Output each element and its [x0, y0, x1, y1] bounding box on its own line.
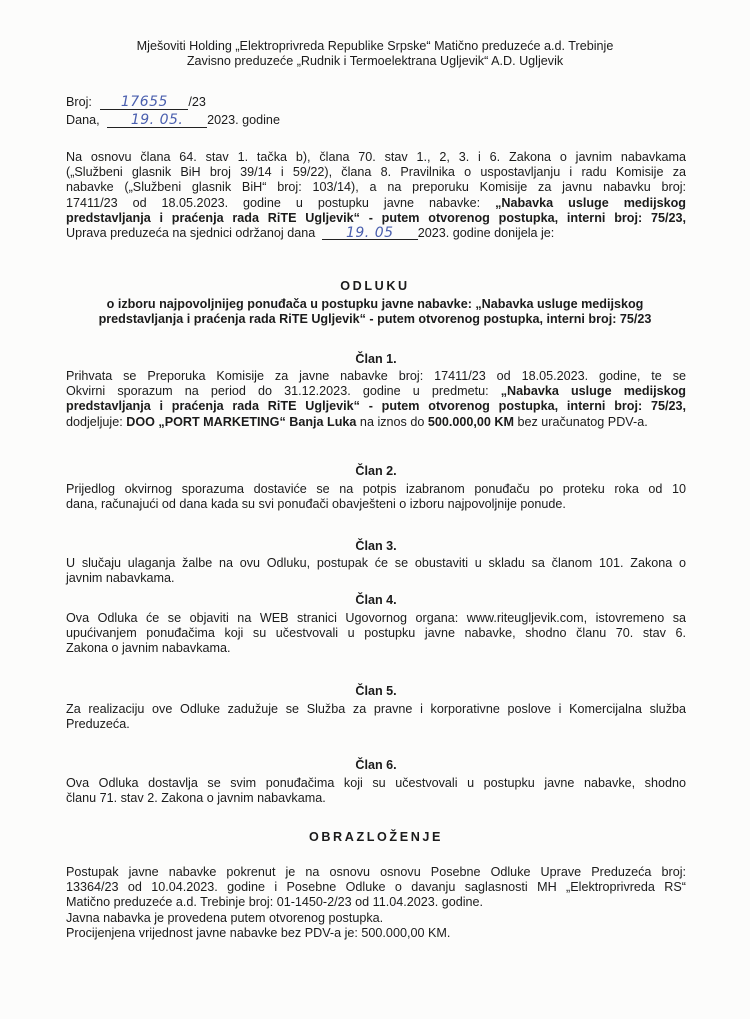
intro-line-6-suffix: 2023. godine donijela je:: [417, 225, 555, 240]
obrazlozenje-line-3: Matično preduzeće a.d. Trebinje broj: 01-1450-2/23 od 11.04.2023. godine.: [66, 895, 484, 910]
clan6-body: [66, 776, 686, 806]
dana-handwritten: 19. 05.: [130, 112, 184, 128]
header-line-1: Mješoviti Holding „Elektroprivreda Republike Srpske“ Matično preduzeće a.d. Trebinje: [136, 39, 614, 53]
clan1-line-3: [66, 399, 686, 414]
clan2-body: [66, 482, 686, 512]
intro-line-5-bold: predstavljanja i praćenja rada RiTE Ugljevik“ - putem otvorenog postupka, interni broj: 75/23,: [66, 210, 686, 225]
obrazlozenje-line-1: Postupak javne nabavke pokrenut je na osnovu osnovu Posebne Odluke Uprave Preduzeća broj:: [66, 865, 686, 879]
clan1-line-4-a: dodjeljuje:: [66, 414, 127, 429]
reference-date-line: [66, 113, 686, 128]
decision-subtitle-1: o izboru najpovoljnijeg ponuđača u postupku javne nabavke: „Nabavka usluge medijskog: [106, 297, 644, 312]
intro-line-4-bold: „Nabavka usluge medijskog: [495, 195, 686, 210]
document-header: [60, 39, 690, 69]
intro-line-2: („Službeni glasnik BiH broj 39/14 i 59/22), člana 8. Pravilnika o uspostavljanju i radu Komisije za: [66, 165, 686, 180]
intro-line-3: nabavke („Službeni glasnik BiH“ broj: 103/14), a na preporuku Komisije za javnu nabavku broj:: [66, 180, 686, 195]
clan1-line-1: Prihvata se Preporuka Komisije za javne nabavke broj: 17411/23 od 18.05.2023. godine, te se: [66, 369, 686, 383]
clan2-line-2: dana, računajući od dana kada su svi ponuđači obavješteni o izboru najpovoljnije ponude.: [66, 497, 566, 512]
clan1-line-2-text: Okvirni sporazum na period do 31.12.2023. godine u predmetu:: [66, 384, 501, 399]
clan1-awardee: DOO „PORT MARKETING“ Banja Luka: [126, 414, 357, 429]
broj-field: [100, 96, 188, 110]
clan3-line-2: javnim nabavkama.: [66, 571, 175, 586]
clan5-heading: Član 5.: [355, 684, 397, 698]
obrazlozenje-body: [66, 865, 686, 941]
clan4-line-3: Zakona o javnim nabavkama.: [66, 641, 231, 656]
clan3-line-1: U slučaju ulaganja žalbe na ovu Odluku, postupak će se obustaviti u skladu sa članom 101. Zakona o: [66, 556, 686, 570]
obrazlozenje-line-4: Javna nabavka je provedena putem otvorenog postupka.: [66, 910, 384, 925]
obrazlozenje-heading: OBRAZLOŽENJE: [308, 830, 444, 844]
sjednica-date-handwritten: 19. 05: [345, 224, 394, 241]
reference-number-line: [66, 95, 686, 113]
intro-line-6: [66, 226, 686, 242]
broj-suffix: /23: [188, 95, 206, 109]
clan3-heading: Član 3.: [355, 539, 397, 553]
clan5-line-1: Za realizaciju ove Odluke zadužuje se Služba za pravne i korporativne poslove i Komercijalna služba: [66, 702, 686, 716]
intro-line-5: [66, 211, 686, 226]
clan1-body: [66, 369, 686, 430]
clan4-body: [66, 611, 686, 657]
clan5-body: [66, 702, 686, 732]
dana-field: [107, 114, 207, 128]
clan3-body: [66, 556, 686, 586]
clan1-amount: 500.000,00 KM: [427, 414, 514, 429]
clan1-line-4-e: bez uračunatog PDV-a.: [513, 414, 648, 429]
intro-paragraph: [66, 150, 686, 242]
clan1-line-2: [66, 384, 686, 399]
clan2-line-1: Prijedlog okvirnog sporazuma dostaviće se na potpis izabranom ponuđaču po proteku roka od 10: [66, 482, 686, 496]
clan6-line-2: članu 71. stav 2. Zakona o javnim nabavkama.: [66, 791, 326, 806]
clan1-line-4-c: na iznos do: [356, 414, 428, 429]
sjednica-date-field: [322, 224, 418, 241]
broj-handwritten: 17655: [120, 94, 168, 110]
broj-label: Broj:: [66, 95, 92, 109]
dana-label: Dana,: [66, 113, 100, 127]
clan4-heading: Član 4.: [355, 593, 397, 607]
decision-heading: ODLUKU: [340, 279, 410, 293]
intro-line-4: [66, 196, 686, 211]
clan1-heading: Član 1.: [355, 352, 397, 366]
decision-title-block: [60, 279, 690, 328]
header-line-2: Zavisno preduzeće „Rudnik i Termoelektrana Ugljevik“ A.D. Ugljevik: [186, 54, 564, 69]
intro-line-6-text: Uprava preduzeća na sjednici održanoj dana: [66, 225, 316, 240]
decision-subtitle-2: predstavljanja i praćenja rada RiTE Ugljevik“ - putem otvorenog postupka, interni broj: 75/23: [98, 312, 652, 327]
clan4-line-1: Ova Odluka će se objaviti na WEB stranici Ugovornog organa: www.riteugljevik.com, istovremeno sa: [66, 611, 686, 625]
clan5-line-2: Preduzeća.: [66, 717, 130, 732]
clan1-line-3-bold: predstavljanja i praćenja rada RiTE Ugljevik“ - putem otvorenog postupka, interni broj: 75/23,: [66, 399, 686, 414]
clan1-line-4: [66, 415, 686, 430]
reference-block: [66, 95, 686, 128]
clan6-line-1: Ova Odluka dostavlja se svim ponuđačima koji su učestvovali u postupku javne nabavke, shodno: [66, 776, 686, 790]
clan4-line-2: upućivanjem ponuđačima koji su učestvovali u postupku javne nabavke, shodno članu 70. stav 6.: [66, 626, 686, 641]
intro-line-4-text: 17411/23 od 18.05.2023. godine u postupku javne nabavke:: [66, 195, 496, 210]
obrazlozenje-line-2: 13364/23 od 10.04.2023. godine i Posebne Odluke o davanju saglasnosti MH „Elektroprivreda RS“: [66, 880, 686, 895]
intro-line-1: Na osnovu člana 64. stav 1. tačka b), člana 70. stav 1., 2, 3. i 6. Zakona o javnim nabavkama: [66, 150, 686, 164]
dana-suffix: 2023. godine: [207, 113, 280, 127]
obrazlozenje-line-5: Procijenjena vrijednost javne nabavke bez PDV-a je: 500.000,00 KM.: [66, 925, 451, 940]
clan6-heading: Član 6.: [355, 758, 397, 772]
clan1-line-2-bold: „Nabavka usluge medijskog: [500, 384, 686, 399]
clan2-heading: Član 2.: [355, 464, 397, 478]
